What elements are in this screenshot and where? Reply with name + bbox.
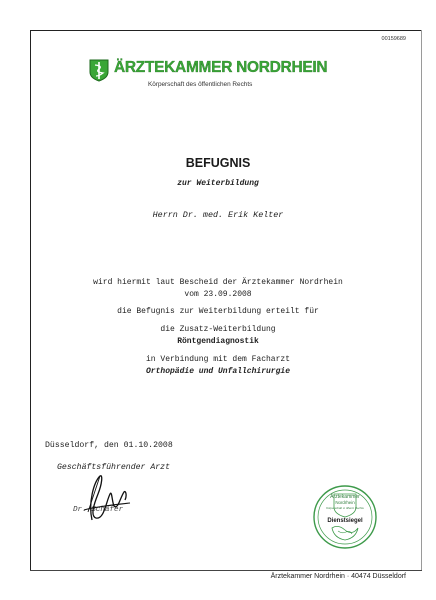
official-seal-stamp xyxy=(312,484,378,550)
signatory-name: Dr. Schäfer xyxy=(73,506,124,514)
body-line-2: vom 23.09.2008 xyxy=(184,290,252,299)
frame-top-line xyxy=(30,30,422,31)
seal-label: Dienstsiegel xyxy=(327,518,363,524)
body-line-1: wird hiermit laut Bescheid der Ärztekammer Nordrhein xyxy=(93,278,343,287)
seal-top-text: Ärztekammer xyxy=(330,494,360,500)
body-line-4: die Zusatz-Weiterbildung xyxy=(160,325,276,334)
staff-of-asclepius-icon xyxy=(88,58,110,82)
body-line-5: in Verbindung mit dem Facharzt xyxy=(145,355,291,364)
frame-bottom-line xyxy=(30,570,422,571)
issuer-logo xyxy=(88,58,348,98)
seal-mid-text: Nordrhein xyxy=(335,500,355,505)
document-subtitle: zur Weiterbildung xyxy=(177,179,259,188)
signatory-role: Geschäftsführender Arzt xyxy=(57,463,171,472)
frame-left-line xyxy=(30,30,31,570)
handwritten-signature xyxy=(70,472,135,524)
recipient-name: Herrn Dr. med. Erik Kelter xyxy=(152,210,284,220)
place-date: Düsseldorf, den 01.10.2008 xyxy=(45,441,173,450)
document-number: 00159689 xyxy=(381,36,406,42)
issuer-name: ÄRZTEKAMMER NORDRHEIN xyxy=(114,59,328,76)
issuer-subtitle: Körperschaft des öffentlichen Rechts xyxy=(148,81,253,88)
frame-right-line xyxy=(421,30,422,570)
body-line-3: die Befugnis zur Weiterbildung erteilt für xyxy=(117,307,319,316)
specialty-name: Röntgendiagnostik xyxy=(177,337,259,346)
facharzt-name: Orthopädie und Unfallchirurgie xyxy=(145,367,291,376)
seal-small-text: Körperschaft d. öffentl. Rechts xyxy=(326,506,364,510)
document-title: BEFUGNIS xyxy=(185,156,251,170)
footer-address: Ärztekammer Nordrhein · 40474 Düsseldorf xyxy=(270,573,406,580)
